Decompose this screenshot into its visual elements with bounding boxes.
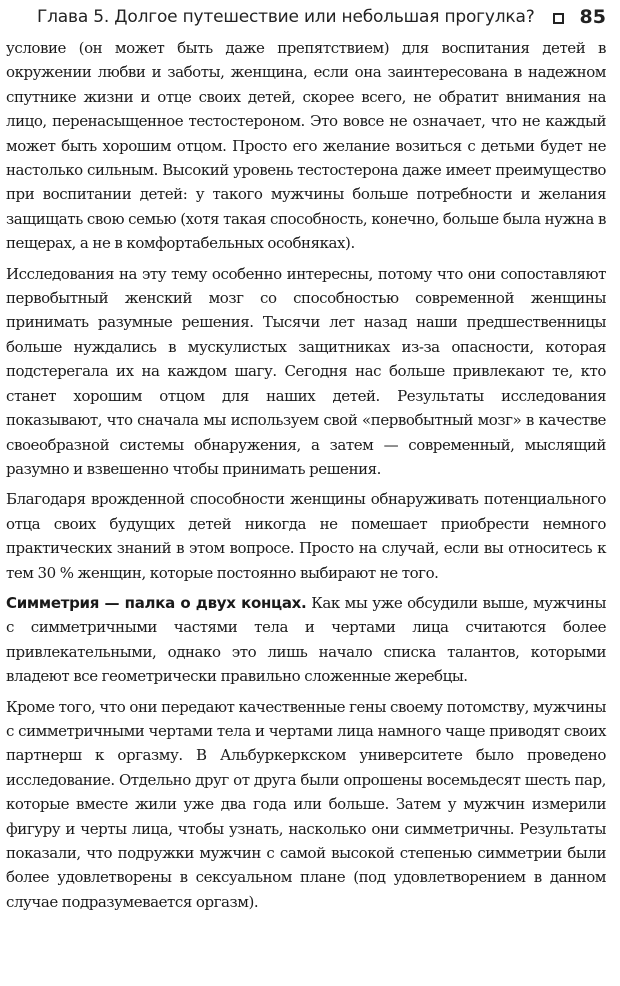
body-text bbox=[6, 36, 606, 914]
paragraph-text: Благодаря врожденной способности женщины обнаруживать потенциального отца своих будущих детей никогда не помешает приобрести немного практических знаний в этом вопросе. Просто на случай, если вы относитесь к тем 30 % женщин, которые постоянно выбирают не того. bbox=[6, 490, 606, 582]
paragraph bbox=[6, 487, 606, 585]
paragraph bbox=[6, 36, 606, 256]
paragraph-text: Кроме того, что они передают качественные гены своему потомству, мужчины с симметричными чертами тела и чертами лица намного чаще приводят своих партнерш к оргазму. В Альбуркеркском университете было проведено исследование. Отдельно друг от друга были опрошены восемьдесят шесть пар, которые вместе жили уже два года или больше. Затем у мужчин измерили фигуру и черты лица, чтобы узнать, насколько они симметричны. Результаты показали, что подружки мужчин с самой высокой степенью симметрии были более удовлетворены в сексуальном плане (под удовлетворением в данном случае подразумевается оргазм). bbox=[6, 697, 606, 911]
paragraph bbox=[6, 591, 606, 689]
paragraph bbox=[6, 695, 606, 915]
square-bullet-icon bbox=[553, 13, 564, 24]
chapter-title: Глава 5. Долгое путешествие или небольшая прогулка? bbox=[36, 7, 535, 27]
paragraph-text: условие (он может быть даже препятствием) для воспитания детей в окружении любви и заботы, женщина, если она заинтересована в надежном спутнике жизни и отце своих детей, скорее всего, не обратит внимания на лицо, перенасыщенное тестостероном. Это вовсе не означает, что не каждый может быть хорошим отцом. Просто его желание возиться с детьми будет не настолько сильным. Высокий уровень тестостерона даже имеет преимущество при воспитании детей: у такого мужчины больше потребности и желания защищать свою семью (хотя такая способность, конечно, больше была нужна в пещерах, а не в комфортабельных особняках). bbox=[6, 39, 606, 253]
paragraph-text: Исследования на эту тему особенно интересны, потому что они сопоставляют первобытный женский мозг со способностью современной женщины принимать разумные решения. Тысячи лет назад наши предшественницы больше нуждались в мускулистых защитниках из-за опасности, которая подстерегала их на каждом шагу. Сегодня нас больше привлекают те, кто станет хорошим отцом для наших детей. Результаты исследования показывают, что сначала мы используем свой «первобытный мозг» в качестве своеобразной системы обнаружения, а затем — современный, мыслящий разумно и взвешенно чтобы принимать решения. bbox=[6, 264, 606, 478]
paragraph bbox=[6, 262, 606, 482]
section-run-in-heading: Симметрия — палка о двух концах. bbox=[6, 593, 307, 612]
paragraph-text: Как мы уже обсудили выше, мужчины с симметричными частями тела и чертами лица считаются более привлекательными, однако это лишь начало списка талантов, которыми владеют все геометрически правильно сложенные жеребцы. bbox=[6, 593, 606, 686]
running-header bbox=[6, 0, 606, 34]
page-number: 85 bbox=[579, 6, 606, 28]
